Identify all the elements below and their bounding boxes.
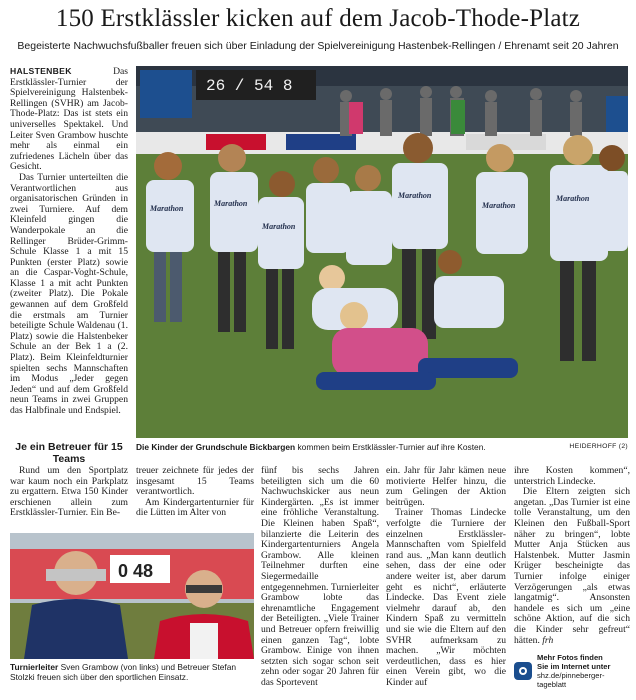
caption-text: kommen beim Erstklässler-Turnier auf ihre Kosten. xyxy=(295,442,486,452)
main-photo xyxy=(136,66,628,438)
svg-text:Marathon: Marathon xyxy=(482,201,516,210)
paragraph: Trainer Thomas Lindecke verfolgte die Turniere der einzelnen Erstklässler-Mannschaften vom Spielfeld rand aus. „Man kann deutlich sehen, dass der eine oder andere weiter ist, aber darum geht es nicht“, erläuterte Lindecke. Das Event ziele vielmehr darauf ab, den Kindern Spaß zu vermitteln und sie wie die Eltern auf den SVHR aufmerksam zu machen. „Wir möchten verdeutlichen, dass es hier einen Verein gibt, wo die Kinder auf xyxy=(386,507,506,688)
paragraph: Am Kindergartenturnier für die Lütten im Alter von xyxy=(136,496,254,519)
svg-text:Marathon: Marathon xyxy=(150,204,184,213)
column-2 xyxy=(136,466,254,519)
svg-text:Marathon: Marathon xyxy=(398,191,432,200)
caption-text: Sven Grambow (von links) und Betreuer Stefan Stolzki freuen sich über den sportlichen Einsatz. xyxy=(10,662,237,682)
small-photo xyxy=(10,533,254,659)
column-3 xyxy=(261,466,379,688)
svg-text:0 48: 0 48 xyxy=(118,561,154,581)
paragraph: Das Turnier unterteilten die Verantwortlichen aus organisatorischen Gründen in zwei Turniere. Auf dem Kleinfeld gingen die Wanderpokale an die Rellinger Brüder-Grimm-Schule Klasse 1 a mit 15 Punkten (erster Platz) sowie an die Caspar-Voght-Schule, Klasse 1 a mit acht Punkten (zweiter Platz). Die Pokale gewannen auf dem Großfeld die erstmals am Turnier beteiligte Schule Waldenau (1. Platz) sowie die Halstenbeker Schule an der Bek 1 a (2. Platz). Beim Kleinfeldturnier spielten sechs Mannschaften im Modus „Jeder gegen Jeden“ und auf dem Großfeld neun Teams in zwei Gruppen das Halbfinale und Endspiel. xyxy=(10,171,128,416)
main-photo-caption xyxy=(136,442,628,452)
svg-text:26 / 54 8: 26 / 54 8 xyxy=(206,77,293,95)
small-photo-caption xyxy=(10,662,260,682)
officials-photo-illustration xyxy=(10,533,254,659)
paragraph: HALSTENBEK Das Erstklässler-Turnier der Spielvereinigung Halstenbek-Rellingen (SVHR) am Jacob-Thode-Platz: Das ist stets ein universelles Spektakel. Und Leiter Sven Grambow huschte mehr als einmal ein zufriedenes Lächeln über das Gesicht. xyxy=(10,66,128,173)
dateline: HALSTENBEK xyxy=(10,66,72,76)
paragraph: ihre Kosten kommen“, unterstrich Lindecke. xyxy=(514,465,630,487)
promo-text: Mehr Fotos finden Sie im Internet unter shz.de/pinneberger-tageblatt xyxy=(537,653,630,689)
team-photo-illustration xyxy=(136,66,628,438)
photo-gallery-promo[interactable] xyxy=(514,654,630,688)
author-initials: frh xyxy=(542,634,554,646)
paragraph: Die Eltern zeigten sich angetan. „Das Turnier ist eine tolle Veranstaltung, um den Kleinen den Fußball-Sport näher zu bringen“, lobte Mutter Anja Stücken aus Halstenbek. Mutter Jasmin Krüger bescheinigte das Turnier infolge einiger Verzögerungen „als etwas langatmig“. Ansonsten handele es sich um „eine schöne Aktion, auf die sich die Kinder sehr gefreut“ hätten. frh xyxy=(514,486,630,646)
column-1 xyxy=(10,66,128,417)
paragraph: Rund um den Sportplatz war kaum noch ein Parkplatz zu ergattern. Etwa 150 Kinder erschienen allein zum Erstklässler-Turnier. Ein Be- xyxy=(10,465,128,519)
svg-text:Marathon: Marathon xyxy=(262,222,296,231)
svg-text:Marathon: Marathon xyxy=(556,194,590,203)
photo-credit: HEIDERHOFF (2) xyxy=(569,443,628,450)
article-subline: Begeisterte Nachwuchsfußballer freuen sich über Einladung der Spielvereinigung Hastenbek-Rellingen / Ehrenamt seit 20 Jahren xyxy=(17,40,619,52)
column-5 xyxy=(514,466,630,646)
section-subhead: Je ein Betreuer für 15 Teams xyxy=(15,441,123,465)
paragraph: fünf bis sechs Jahren beteiligten sich um die 60 Nachwuchskicker aus neun Kindergärten. „Es ist immer eine fröhliche Veranstaltung. Die Kleinen haben Spaß“, bilanzierte die Leiterin des Kindergartenturniers Angela Grambow. Alle kleinen Teilnehmer durften eine Siegermedaille entgegennehmen. Turnierleiter Grambow lobte das ehrenamtliche Engagement der Beteiligten. „Viele Trainer und Betreuer opfern freiwillig einen ganzen Tag“, lobte Grambow. Einige von ihnen setzten sich sogar schon seit zehn oder sogar 20 Jahren für das Sportevent xyxy=(261,465,379,688)
column-1-bottom xyxy=(10,466,128,519)
article-headline: 150 Erstklässler kicken auf dem Jacob-Thode-Platz xyxy=(55,5,581,32)
caption-bold: Die Kinder der Grundschule Bickbargen xyxy=(136,442,296,452)
paragraph: ein. Jahr für Jahr kämen neue motivierte Helfer hinzu, die zum Gelingen der Aktion beitrügen. xyxy=(386,465,506,508)
camera-icon xyxy=(514,662,532,680)
promo-url[interactable]: shz.de/pinneberger-tageblatt xyxy=(537,671,605,689)
paragraph: treuer zeichnete für jedes der insgesamt 15 Teams verantwortlich. xyxy=(136,465,254,498)
caption-bold: Turnierleiter xyxy=(10,662,59,672)
column-4 xyxy=(386,466,506,688)
svg-text:Marathon: Marathon xyxy=(214,199,248,208)
